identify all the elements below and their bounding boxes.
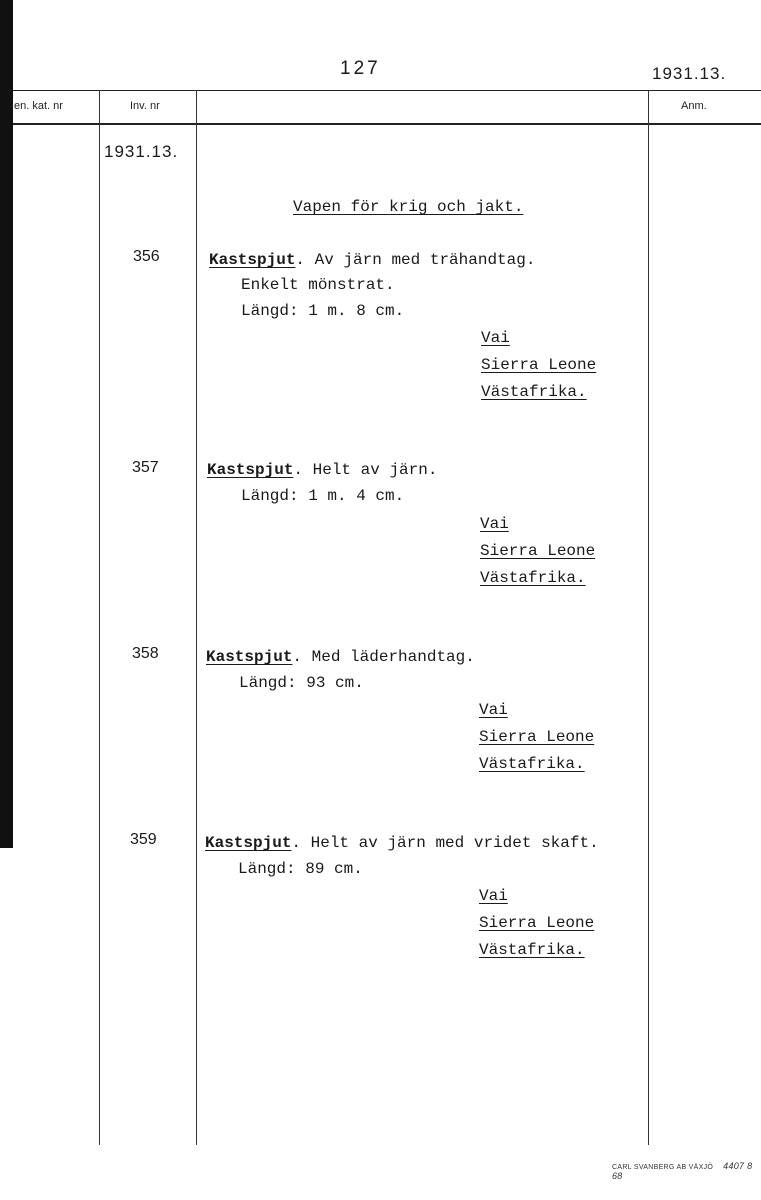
item-description: . Helt av järn. <box>293 461 438 479</box>
item-name: Kastspjut <box>206 648 293 666</box>
binding-edge <box>0 0 13 848</box>
inventory-number: 357 <box>132 459 159 476</box>
form-code: 4407 8 68 <box>612 1161 753 1181</box>
item-description: . Helt av järn med vridet skaft. <box>291 834 599 852</box>
item-people: Vai <box>481 329 510 347</box>
inventory-number: 359 <box>130 831 157 848</box>
inventory-number: 356 <box>133 248 160 265</box>
accession-number-header: 1931.13. <box>652 64 727 83</box>
catalog-entry-line <box>209 251 535 269</box>
column-rule-1 <box>99 90 100 1145</box>
printer-imprint <box>612 1161 761 1181</box>
item-region: Sierra Leone <box>480 542 596 560</box>
column-header-gen-kat-nr: en. kat. nr <box>14 100 63 112</box>
item-area: Västafrika. <box>480 569 586 587</box>
item-description-2: Enkelt mönstrat. <box>241 276 395 294</box>
column-header-anm: Anm. <box>681 100 707 112</box>
printer-name: CARL SVANBERG AB VÄXJÖ <box>612 1164 714 1171</box>
item-people: Vai <box>480 515 509 533</box>
catalog-entry-line <box>206 648 475 666</box>
catalog-entry-line <box>207 461 437 479</box>
item-area: Västafrika. <box>479 941 585 959</box>
item-length: Längd: 93 cm. <box>239 674 364 692</box>
item-name: Kastspjut <box>207 461 294 479</box>
inventory-number: 358 <box>132 645 159 662</box>
item-region: Sierra Leone <box>479 914 595 932</box>
item-length: Längd: 1 m. 8 cm. <box>241 302 405 320</box>
column-rule-3 <box>648 90 649 1145</box>
item-length: Längd: 1 m. 4 cm. <box>241 487 405 505</box>
item-name: Kastspjut <box>205 834 292 852</box>
item-region: Sierra Leone <box>479 728 595 746</box>
column-header-inv-nr: Inv. nr <box>130 100 160 112</box>
item-description: . Med läderhandtag. <box>292 648 475 666</box>
item-description: . Av järn med trähandtag. <box>295 251 536 269</box>
accession-number: 1931.13. <box>104 142 179 161</box>
item-people: Vai <box>479 887 508 905</box>
item-area: Västafrika. <box>481 383 587 401</box>
section-title: Vapen för krig och jakt. <box>293 198 524 216</box>
page-number: 127 <box>340 58 381 79</box>
column-rule-2 <box>196 90 197 1145</box>
item-region: Sierra Leone <box>481 356 597 374</box>
item-area: Västafrika. <box>479 755 585 773</box>
item-name: Kastspjut <box>209 251 296 269</box>
item-people: Vai <box>479 701 508 719</box>
catalog-entry-line <box>205 834 599 852</box>
item-length: Längd: 89 cm. <box>238 860 363 878</box>
